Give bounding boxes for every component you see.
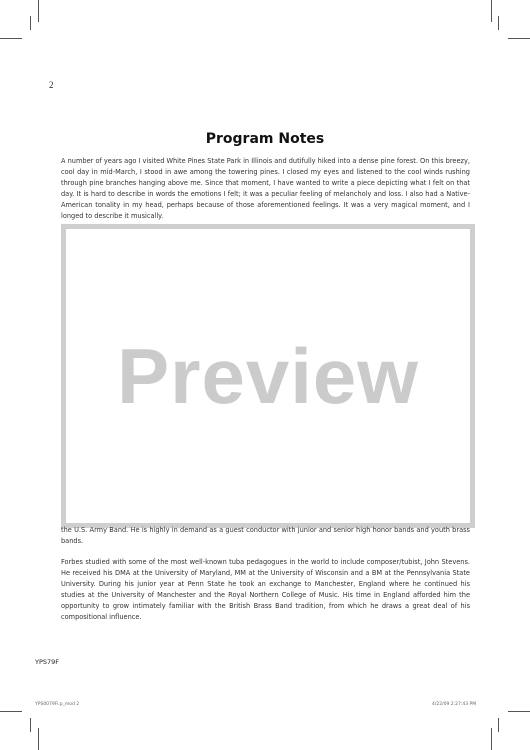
- crop-mark: [38, 0, 39, 22]
- crop-mark: [38, 728, 39, 750]
- program-notes-paragraph: A number of years ago I visited White Pines State Park in Illinois and dutifully hiked into a dense pine forest. On this breezy, cool day in mid-March, I stood in awe among the towering pines. I closed my eyes and listened to the cool winds rushing through pine branches hanging above me. Since that moment, I have wanted to write a piece depicting what I felt on that day. It is hard to describe in words the emotions I felt; it was a peculiar feeling of melancholy and loss. I also had a Native-American tonality in my head, perhaps because of those aforementioned feelings. It was a very magical moment, and I longed to describe it musically.: [61, 157, 470, 220]
- page-number: 2: [49, 80, 54, 90]
- crop-mark: [498, 16, 499, 30]
- crop-mark: [498, 718, 499, 732]
- crop-mark: [491, 0, 492, 22]
- crop-mark: [508, 711, 530, 712]
- preview-watermark: Preview: [117, 331, 419, 420]
- crop-mark: [0, 711, 22, 712]
- crop-mark: [30, 718, 31, 732]
- page-title: Program Notes: [205, 131, 325, 147]
- bio-paragraph-continued: the U.S. Army Band. He is highly in demand as a guest conductor with junior and senior high honor bands and youth brass bands.: [61, 526, 470, 545]
- crop-mark: [508, 38, 530, 39]
- preview-watermark-box: [61, 224, 475, 528]
- bio-paragraph: Forbes studied with some of the most well-known tuba pedagogues in the world to include composer/tubist, John Stevens. He received his DMA at the University of Maryland, MM at the University of Wisconsin and a BM at the Pennsylvania State University. During his junior year at Penn State he took an exchange to Manchester, England where he continued his studies at the University of Manchester and the Royal Northern College of Music. His time in England afforded him the opportunity to grow intimately familiar with the British Brass Band tradition, from which he draws a great deal of his compositional influence.: [61, 558, 470, 621]
- catalog-code: YPS79F: [35, 658, 60, 666]
- crop-mark: [30, 16, 31, 30]
- crop-mark: [491, 728, 492, 750]
- print-slug-timestamp: 4/22/09 2:27:43 PM: [432, 702, 477, 707]
- crop-mark: [0, 38, 22, 39]
- print-slug-file: YPS0079Fi.p_mod 2: [35, 702, 80, 707]
